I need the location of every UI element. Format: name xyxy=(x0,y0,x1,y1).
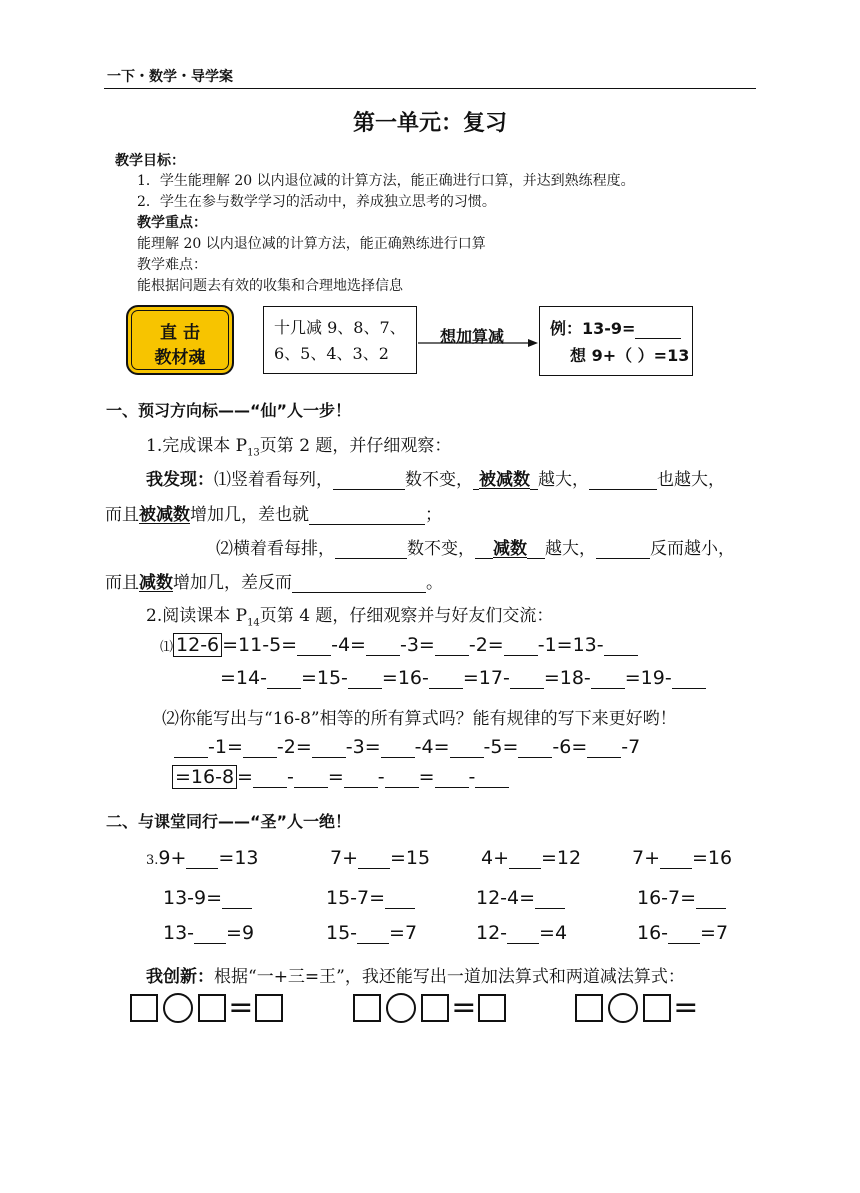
section2-heading: 二、与课堂同行——“圣”人一绝！ xyxy=(106,812,352,831)
section1-heading: 一、预习方向标——“仙”人一步！ xyxy=(106,401,352,420)
square-icon xyxy=(421,994,449,1022)
topic-box xyxy=(263,306,417,374)
blank xyxy=(335,540,407,559)
q1-line-3: ⑵横着看每排， 数不变， 减数 越大， 反而越小， xyxy=(216,539,735,559)
equals-sign: = xyxy=(451,990,477,1025)
exercise-3-7: 12-4= xyxy=(476,887,565,909)
difficulty-text: 能根据问题去有效的收集和合理地选择信息 xyxy=(137,278,403,294)
page-header: 一下・数学・导学案 xyxy=(107,69,233,85)
header-rule xyxy=(104,88,756,89)
exercise-3-1: 3.9+ =13 xyxy=(146,847,259,869)
boxed-expression: 12-6 xyxy=(173,633,222,657)
circle-icon xyxy=(386,993,416,1023)
q1-line-4: 而且减数增加几，差反而 。 xyxy=(105,573,443,593)
square-icon xyxy=(575,994,603,1022)
blank xyxy=(589,471,657,490)
q1-line-2: 而且被减数增加几，差也就 ； xyxy=(105,505,442,525)
q2-part1-row1: ⑴ 12-6 =11-5= -4= -3= -2= -1=13- xyxy=(160,634,638,656)
exercise-3-2: 7+ =15 xyxy=(330,847,431,869)
exercise-3-6: 15-7= xyxy=(326,887,415,909)
textbook-badge xyxy=(126,305,234,375)
square-icon xyxy=(353,994,381,1022)
square-icon xyxy=(255,994,283,1022)
equation-template-1 xyxy=(130,990,283,1025)
topic-line-2: 6、5、4、3、2 xyxy=(274,344,389,363)
boxed-expression: =16-8 xyxy=(172,765,237,789)
q2-part2-text: ⑵你能写出与“16-8”相等的所有算式吗？能有规律的写下来更好哟！ xyxy=(162,709,677,729)
example-blank xyxy=(635,321,681,339)
exercise-3-9: 13- =9 xyxy=(163,922,255,944)
equation-template-2 xyxy=(353,990,506,1025)
exercise-3-5: 13-9= xyxy=(163,887,252,909)
right-arrow-icon xyxy=(418,336,540,350)
circle-icon xyxy=(163,993,193,1023)
focus-heading: 教学重点： xyxy=(137,215,207,231)
blank xyxy=(309,506,425,525)
example-box xyxy=(539,306,693,376)
create-line: 我创新：根据“一+三=王”，我还能写出一道加法算式和两道减法算式： xyxy=(146,967,685,987)
example-line-2: 想 9+（ ）=13 xyxy=(570,346,690,365)
circle-icon xyxy=(608,993,638,1023)
q1-intro: 1.完成课本 $P_{13}$页第 2 题，并仔细观察： xyxy=(146,436,452,459)
exercise-3-11: 12- =4 xyxy=(476,922,568,944)
blank xyxy=(292,574,426,593)
blank xyxy=(596,540,650,559)
goals-heading: 教学目标： xyxy=(115,153,185,169)
goal-item-2: 2．学生在参与数学学习的活动中，养成独立思考的习惯。 xyxy=(137,194,496,210)
badge-line-2: 教材魂 xyxy=(154,348,206,368)
q2-part2-row2: =16-8 = - = - = - xyxy=(172,766,509,788)
exercise-3-8: 16-7= xyxy=(637,887,726,909)
exercise-3-4: 7+ =16 xyxy=(632,847,733,869)
square-icon xyxy=(130,994,158,1022)
focus-text: 能理解 20 以内退位减的计算方法，能正确熟练进行口算 xyxy=(137,236,486,252)
blank xyxy=(333,471,405,490)
arrow-label: 想加算减 xyxy=(440,327,505,346)
topic-line-1: 十几减 9、8、7、 xyxy=(274,318,406,337)
square-icon xyxy=(478,994,506,1022)
q1-line-1: 我发现：⑴竖着看每列， 数不变， 被减数 越大， 也越大， xyxy=(146,470,725,490)
equation-template-3 xyxy=(575,990,700,1025)
equals-sign: = xyxy=(228,990,254,1025)
badge-line-1: 直 击 xyxy=(160,323,200,343)
exercise-3-10: 15- =7 xyxy=(326,922,418,944)
exercise-3-12: 16- =7 xyxy=(637,922,729,944)
square-icon xyxy=(643,994,671,1022)
goal-item-1: 1．学生能理解 20 以内退位减的计算方法，能正确进行口算，并达到熟练程度。 xyxy=(137,173,635,189)
exercise-3-3: 4+ =12 xyxy=(481,847,582,869)
square-icon xyxy=(198,994,226,1022)
q2-part1-row2: =14- =15- =16- =17- =18- =19- xyxy=(220,667,706,689)
q2-part2-row1: -1= -2= -3= -4= -5= -6= -7 xyxy=(174,736,640,758)
difficulty-heading: 教学难点： xyxy=(137,257,207,273)
page-title: 第一单元：复习 xyxy=(352,111,507,136)
example-line-1: 例：13-9= xyxy=(550,319,636,338)
equals-sign: = xyxy=(673,990,699,1025)
q2-intro: 2.阅读课本 $P_{14}$页第 4 题，仔细观察并与好友们交流： xyxy=(146,606,554,629)
